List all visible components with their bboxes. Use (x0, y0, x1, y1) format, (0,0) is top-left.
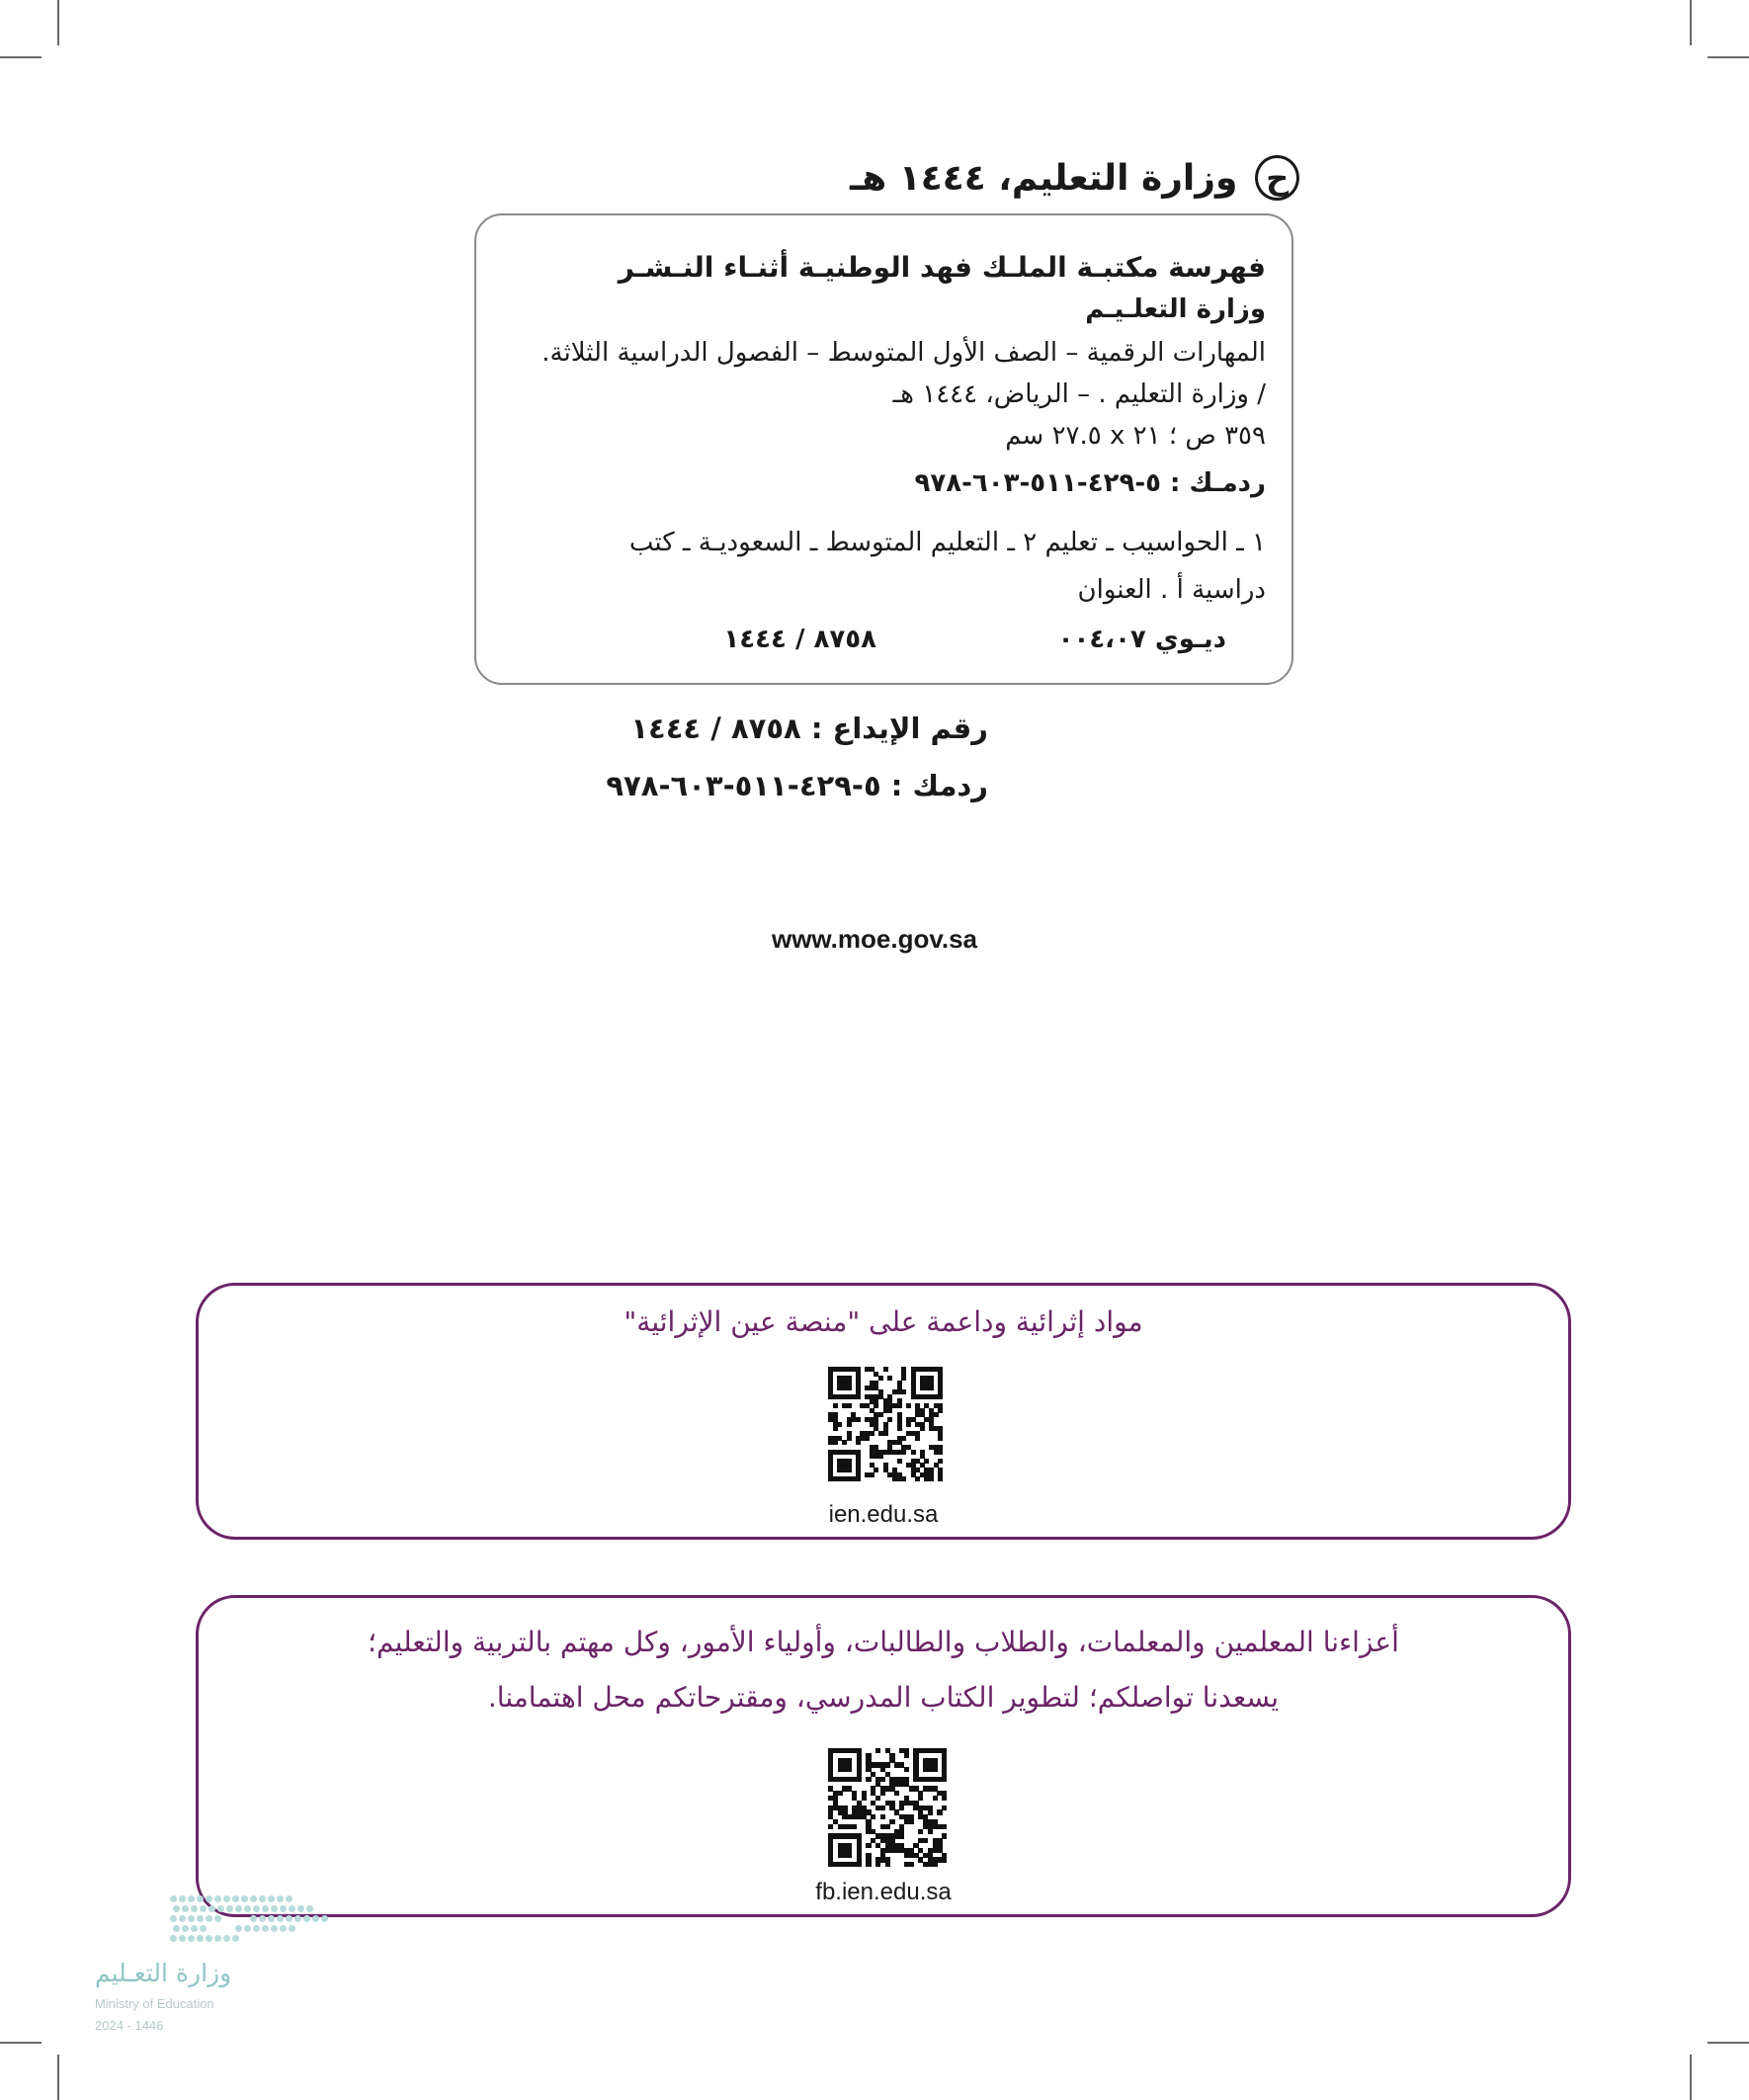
logo-dot (277, 1915, 284, 1922)
crop-mark (57, 0, 59, 45)
qr-module (862, 1796, 867, 1801)
qr-module (847, 1386, 852, 1390)
logo-dot (200, 1905, 207, 1912)
logo-arabic-text: وزارة التعـليم (95, 1959, 232, 1987)
logo-dot (214, 1935, 221, 1942)
qr-module (887, 1408, 892, 1413)
logo-dot (262, 1925, 269, 1932)
qr-module (918, 1829, 923, 1834)
logo-dot (188, 1915, 195, 1922)
qr-module (906, 1403, 911, 1408)
qr-module (878, 1376, 883, 1381)
qr-module (942, 1824, 947, 1829)
qr-module (933, 1862, 938, 1867)
crop-mark (0, 56, 42, 58)
logo-dot (206, 1895, 212, 1902)
qr-module (866, 1777, 871, 1782)
catalog-dewey: ديـوي ٠٠٤،٠٧ (1057, 625, 1226, 654)
logo-dot (286, 1895, 292, 1902)
catalog-subjects-line: ١ ـ الحواسيب ـ تعليم ٢ ـ التعليم المتوسط ـ السعوديـة ـ كتب (628, 528, 1266, 557)
logo-dots-icon (170, 1895, 318, 1947)
qr-module (875, 1862, 880, 1867)
qr-module (901, 1436, 906, 1441)
qr-module (909, 1819, 914, 1824)
qr-module (938, 1450, 943, 1455)
logo-dot (253, 1905, 260, 1912)
qr-module (904, 1753, 909, 1758)
logo-dot (214, 1915, 221, 1922)
logo-dot (197, 1895, 204, 1902)
logo-dot (217, 1905, 224, 1912)
crop-mark (0, 2042, 42, 2044)
qr-module (856, 1417, 861, 1422)
logo-dot (197, 1935, 204, 1942)
qr-module (866, 1843, 871, 1848)
qr-module (938, 1436, 943, 1441)
crop-mark (1707, 56, 1749, 58)
logo-dot (179, 1935, 186, 1942)
logo-dot (191, 1925, 198, 1932)
qr-module (942, 1857, 947, 1862)
ien-box-title: مواد إثرائية وداعمة على "منصة عين الإثرائية" (624, 1305, 1143, 1338)
qr-module (880, 1777, 885, 1782)
feedback-line-2: يسعدنا تواصلكم؛ لتطوير الكتاب المدرسي، ومقترحاتكم محل اهتمامنا. (487, 1681, 1280, 1714)
qr-module (878, 1454, 883, 1459)
qr-code-icon[interactable] (828, 1367, 943, 1481)
copyright-line (850, 148, 1299, 208)
qr-module (897, 1459, 902, 1464)
logo-dot (271, 1925, 278, 1932)
logo-dot (208, 1905, 215, 1912)
crop-mark (1707, 2042, 1749, 2044)
logo-dot (235, 1905, 242, 1912)
logo-dot (268, 1915, 275, 1922)
logo-year: 2024 - 1446 (95, 2018, 164, 2033)
qr-module (897, 1426, 902, 1431)
logo-dot (259, 1915, 266, 1922)
qr-module (856, 1440, 861, 1445)
cataloging-box (474, 213, 1293, 685)
qr-module (942, 1796, 947, 1801)
qr-module (880, 1814, 885, 1819)
logo-dot (294, 1915, 301, 1922)
feedback-line-1: أعزاءنا المعلمين والمعلمات، والطلاب والطالبات، وأولياء الأمور، وكل مهتم بالتربية والتعليم؛ (368, 1626, 1399, 1658)
qr-module (906, 1422, 911, 1427)
ien-url[interactable]: ien.edu.sa (828, 1501, 939, 1528)
qr-module (923, 1838, 928, 1843)
qr-module (899, 1833, 904, 1838)
qr-module (915, 1436, 920, 1441)
qr-module (934, 1412, 939, 1417)
logo-dot (170, 1935, 177, 1942)
qr-module (875, 1748, 880, 1753)
qr-module (887, 1376, 892, 1381)
catalog-deposit: ٨٧٥٨ / ١٤٤٤ (723, 625, 876, 654)
logo-dot (235, 1925, 242, 1932)
catalog-heading: فهرسة مكتبـة الملـك فهد الوطنيـة أثنـاء النـشـر (618, 251, 1266, 284)
qr-module (870, 1472, 874, 1477)
logo-dot (223, 1935, 230, 1942)
qr-module (885, 1824, 890, 1829)
qr-module (847, 1853, 852, 1858)
qr-module (901, 1389, 906, 1394)
qr-module (833, 1426, 838, 1431)
qr-module (828, 1824, 833, 1829)
qr-module (938, 1408, 943, 1413)
qr-module (938, 1476, 943, 1481)
qr-module (866, 1862, 871, 1867)
qr-module (897, 1403, 902, 1408)
logo-dot (179, 1895, 186, 1902)
qr-module (901, 1450, 906, 1455)
qr-module (928, 1809, 933, 1814)
qr-module (880, 1791, 885, 1796)
logo-dot (289, 1925, 295, 1932)
website-link[interactable]: www.moe.gov.sa (771, 924, 978, 954)
qr-module (911, 1450, 916, 1455)
qr-module (852, 1824, 857, 1829)
logo-dot (232, 1935, 239, 1942)
qr-module (856, 1394, 861, 1399)
qr-module (856, 1476, 861, 1481)
qr-module (883, 1367, 888, 1372)
qr-module (885, 1762, 890, 1767)
qr-module (838, 1791, 843, 1796)
qr-module (929, 1476, 934, 1481)
logo-dot (179, 1915, 186, 1922)
qr-module (875, 1796, 880, 1801)
qr-module (847, 1468, 852, 1472)
qr-module (885, 1862, 890, 1867)
logo-dot (197, 1915, 204, 1922)
catalog-subjects-line-2: دراسية أ . العنوان (1077, 575, 1266, 605)
logo-dot (182, 1905, 189, 1912)
qr-module (870, 1431, 874, 1436)
qr-module (937, 1809, 942, 1814)
crop-mark (1690, 0, 1692, 45)
qr-module (883, 1431, 888, 1436)
qr-module (871, 1814, 875, 1819)
catalog-author: وزارة التعلـيـم (1085, 294, 1266, 324)
qr-module (933, 1796, 938, 1801)
logo-dot (280, 1905, 287, 1912)
logo-dot (321, 1915, 328, 1922)
logo-dot (188, 1935, 195, 1942)
qr-module (920, 1426, 925, 1431)
logo-dot (277, 1895, 284, 1902)
qr-module (904, 1767, 909, 1772)
qr-module (874, 1468, 878, 1472)
logo-english-text: Ministry of Education (95, 1996, 214, 2011)
qr-module (833, 1440, 838, 1445)
qr-module (894, 1791, 899, 1796)
logo-dot (244, 1925, 251, 1932)
crop-mark (57, 2055, 59, 2100)
qr-module (928, 1829, 933, 1834)
qr-module (942, 1806, 947, 1810)
catalog-dimensions-line: ٣٥٩ ص ؛ ٢١ x ٢٧.٥ سم (1005, 421, 1266, 451)
qr-module (865, 1436, 870, 1441)
feedback-url[interactable]: fb.ien.edu.sa (815, 1879, 952, 1905)
logo-dot (268, 1895, 275, 1902)
feedback-box (196, 1595, 1571, 1917)
logo-dot (206, 1935, 212, 1942)
qr-module (847, 1436, 852, 1441)
qr-module (938, 1394, 943, 1399)
qr-module (857, 1862, 862, 1867)
logo-dot (312, 1915, 319, 1922)
qr-module (924, 1459, 929, 1464)
logo-dot (271, 1905, 278, 1912)
qr-module (942, 1833, 947, 1838)
qr-module (837, 1422, 842, 1427)
qr-module (887, 1417, 892, 1422)
qr-module (929, 1386, 934, 1390)
copyright-symbol-icon: ح (1255, 155, 1299, 201)
qr-module (889, 1819, 894, 1824)
logo-dot (250, 1915, 257, 1922)
qr-module (847, 1403, 852, 1408)
logo-dot (170, 1895, 177, 1902)
logo-dot (170, 1915, 177, 1922)
qr-module (901, 1376, 906, 1381)
logo-dot (182, 1925, 189, 1932)
logo-dot (306, 1905, 313, 1912)
logo-dot (253, 1925, 260, 1932)
qr-module (857, 1777, 862, 1782)
logo-dot (206, 1915, 212, 1922)
logo-dot (191, 1905, 198, 1912)
qr-code-icon[interactable] (828, 1748, 947, 1867)
qr-module (847, 1422, 852, 1427)
catalog-isbn: ردمـك : ٥-٤٢٩-٥١١-٦٠٣-٩٧٨ (914, 468, 1266, 498)
qr-module (842, 1440, 847, 1445)
logo-dot (259, 1895, 266, 1902)
qr-module (933, 1767, 938, 1772)
logo-dot (244, 1905, 251, 1912)
ien-platform-box (196, 1283, 1571, 1540)
logo-dot (280, 1925, 287, 1932)
catalog-title-line: المهارات الرقمية – الصف الأول المتوسط – الفصول الدراسية الثلاثة. (541, 338, 1266, 368)
qr-module (880, 1806, 885, 1810)
logo-dot (303, 1915, 310, 1922)
deposit-number: رقم الإيداع : ٨٧٥٨ / ١٤٤٤ (630, 712, 988, 745)
logo-dot (200, 1925, 207, 1932)
qr-module (878, 1412, 883, 1417)
qr-module (874, 1403, 878, 1408)
qr-module (833, 1403, 838, 1408)
logo-dot (173, 1905, 180, 1912)
crop-mark (1690, 2055, 1692, 2100)
ministry-logo (95, 1895, 332, 2044)
qr-module (938, 1459, 943, 1464)
qr-module (918, 1796, 923, 1801)
logo-dot (226, 1905, 233, 1912)
logo-dot (241, 1895, 248, 1902)
qr-module (909, 1862, 914, 1867)
qr-module (847, 1767, 852, 1772)
qr-module (899, 1806, 904, 1810)
qr-module (915, 1476, 920, 1481)
copyright-text: وزارة التعليم، ١٤٤٤ هـ (850, 157, 1238, 199)
logo-dot (297, 1905, 304, 1912)
logo-dot (250, 1895, 257, 1902)
qr-module (901, 1476, 906, 1481)
logo-dot (232, 1895, 239, 1902)
logo-dot (286, 1915, 292, 1922)
catalog-publisher-line: / وزارة التعليم . – الرياض، ١٤٤٤ هـ (892, 379, 1266, 409)
logo-dot (214, 1895, 221, 1902)
logo-dot (289, 1905, 295, 1912)
qr-module (942, 1777, 947, 1782)
logo-dot (188, 1895, 195, 1902)
logo-dot (223, 1895, 230, 1902)
logo-dot (262, 1905, 269, 1912)
logo-dot (173, 1925, 180, 1932)
isbn-line: ردمك : ٥-٤٢٩-٥١١-٦٠٣-٩٧٨ (606, 769, 988, 802)
